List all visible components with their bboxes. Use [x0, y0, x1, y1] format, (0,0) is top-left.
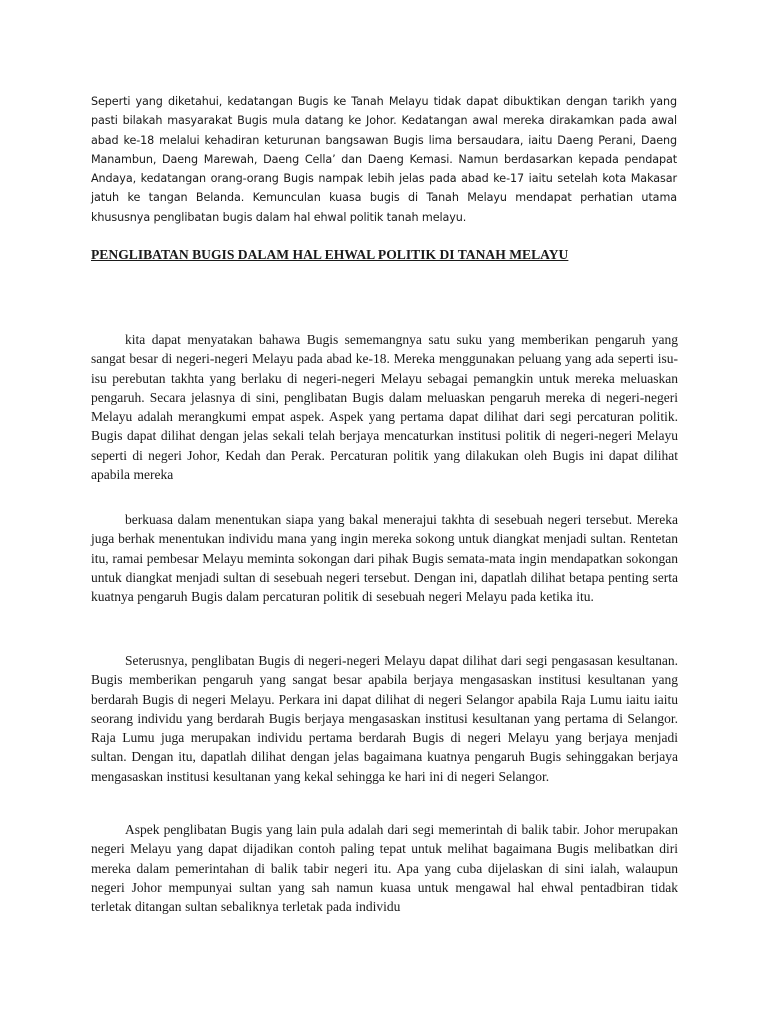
section-heading: PENGLIBATAN BUGIS DALAM HAL EHWAL POLITIK DI TANAH MELAYU	[91, 247, 569, 262]
body-paragraph-2: berkuasa dalam menentukan siapa yang bakal menerajui takhta di sesebuah negeri tersebut. Mereka juga berhak menentukan individu mana yang ingin mereka sokong untuk diangkat menjadi sultan. Rentetan itu, ramai pembesar Melayu meminta sokongan dari pihak Bugis semata-mata ingin mendapatkan sokongan untuk diangkat menjadi sultan di sesebuah negeri tersebut. Dengan ini, dapatlah dilihat betapa penting serta kuatnya pengaruh Bugis dalam percaturan politik di sesebuah negeri Melayu pada ketika itu.	[91, 512, 678, 605]
body-paragraph-4: Aspek penglibatan Bugis yang lain pula adalah dari segi memerintah di balik tabir. Johor merupakan negeri Melayu yang dapat dijadikan contoh paling tepat untuk melihat bagaimana Bugis melibatkan diri mereka dalam pemerintahan di balik tabir negeri itu. Apa yang cuba dijelaskan di sini ialah, walaupun negeri Johor mempunyai sultan yang sah namun kuasa untuk mengawal hal ehwal pentadbiran tidak terletak ditangan sultan sebaliknya terletak pada individu	[91, 822, 678, 915]
intro-paragraph: Seperti yang diketahui, kedatangan Bugis ke Tanah Melayu tidak dapat dibuktikan dengan tarikh yang pasti bilakah masyarakat Bugis mula datang ke Johor. Kedatangan awal mereka dirakamkan pada awal abad ke-18 melalui kehadiran keturunan bangsawan Bugis lima bersaudara, iaitu Daeng Perani, Daeng Manambun, Daeng Marewah, Daeng Cella’ dan Daeng Kemasi. Namun berdasarkan kepada pendapat Andaya, kedatangan orang-orang Bugis nampak lebih jelas pada abad ke-17 iaitu setelah kota Makasar jatuh ke tangan Belanda. Kemunculan kuasa bugis di Tanah Melayu mendapat perhatian utama khususnya penglibatan bugis dalam hal ehwal politik tanah melayu.	[91, 95, 677, 224]
body-paragraph-3: Seterusnya, penglibatan Bugis di negeri-negeri Melayu dapat dilihat dari segi pengasasan kesultanan. Bugis memberikan pengaruh yang sangat besar apabila berjaya mengasaskan institusi kesultanan yang berdarah Bugis di negeri Melayu. Perkara ini dapat dilihat di negeri Selangor apabila Raja Lumu iaitu iaitu seorang individu yang berdarah Bugis berjaya mengasaskan institusi kesultanan yang pertama di Selangor. Raja Lumu juga merupakan individu pertama berdarah Bugis di negeri Melayu yang berjaya menjadi sultan. Dengan itu, dapatlah dilihat dengan jelas bagaimana kuatnya pengaruh Bugis sehinggakan berjaya mengasaskan institusi kesultanan yang kekal sehingga ke hari ini di negeri Selangor.	[91, 653, 678, 784]
body-paragraph-1: kita dapat menyatakan bahawa Bugis sememangnya satu suku yang memberikan pengaruh yang sangat besar di negeri-negeri Melayu pada abad ke-18. Mereka menggunakan peluang yang ada seperti isu-isu perebutan takhta yang berlaku di negeri-negeri Melayu sebagai pemangkin untuk mereka meluaskan pengaruh. Secara jelasnya di sini, penglibatan Bugis dalam meluaskan pengaruh mereka di negeri-negeri Melayu adalah merangkumi empat aspek. Aspek yang pertama dapat dilihat dari segi percaturan politik. Bugis dapat dilihat dengan jelas sekali telah berjaya mencaturkan institusi politik di negeri-negeri Melayu seperti di negeri Johor, Kedah dan Perak. Percaturan politik yang dilakukan oleh Bugis ini dapat dilihat apabila mereka	[91, 332, 678, 483]
